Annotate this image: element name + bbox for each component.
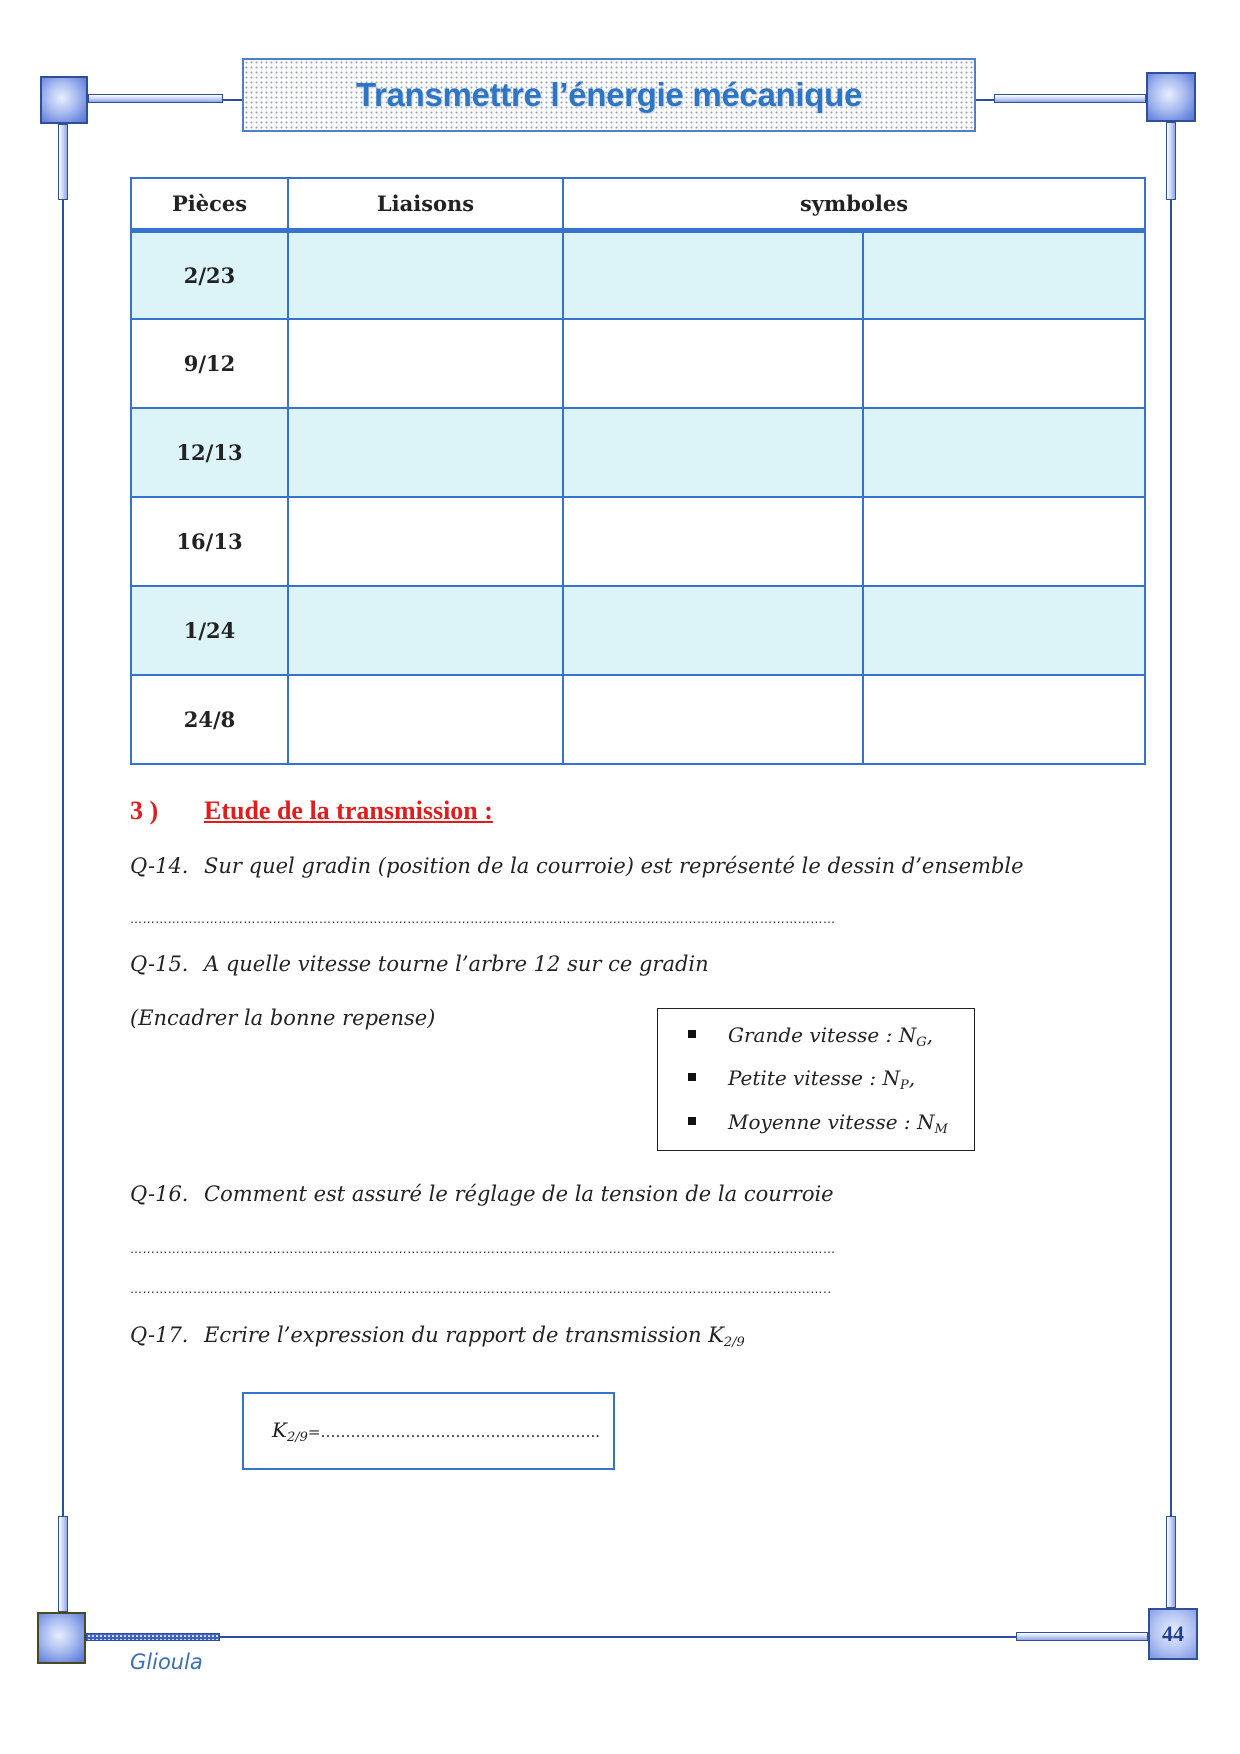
liaison-answer-cell[interactable] xyxy=(288,408,563,497)
symbol-answer-cell[interactable] xyxy=(863,497,1145,586)
symbol-answer-cell[interactable] xyxy=(863,675,1145,764)
piece-cell: 9/12 xyxy=(131,319,288,408)
question-number: Q-16. xyxy=(130,1182,189,1206)
question-15 xyxy=(130,952,709,976)
frame-bar-top-right xyxy=(994,94,1146,103)
liaison-answer-cell[interactable] xyxy=(288,230,563,319)
speed-choices-box xyxy=(657,1008,975,1151)
author-signature: Glioula xyxy=(130,1650,203,1674)
k-answer-blank[interactable]: =……………………………………………….. xyxy=(307,1423,600,1441)
question-text: Sur quel gradin (position de la courroie) est représenté le dessin d’ensemble xyxy=(204,854,1024,878)
answer-line-q16-1[interactable]: …………………………………………………………………………………………………………………………………………………… xyxy=(130,1242,836,1256)
header-symboles: symboles xyxy=(563,178,1145,230)
frame-bar-top-left xyxy=(88,94,223,103)
frame-bottom-line xyxy=(218,1636,1018,1638)
liaisons-table xyxy=(130,177,1146,765)
frame-bar-right-bottom xyxy=(1166,1516,1176,1608)
question-15-instruction: (Encadrer la bonne repense) xyxy=(130,1006,436,1030)
table-row xyxy=(131,319,1145,408)
section-heading xyxy=(130,796,493,826)
table-row xyxy=(131,497,1145,586)
answer-line-q14[interactable]: …………………………………………………………………………………………………………………………………………………… xyxy=(130,912,836,926)
symbol-answer-cell[interactable] xyxy=(563,319,863,408)
liaison-answer-cell[interactable] xyxy=(288,586,563,675)
corner-ornament-top-right xyxy=(1146,72,1196,122)
symbol-answer-cell[interactable] xyxy=(563,408,863,497)
question-number: Q-14. xyxy=(130,854,189,878)
liaison-answer-cell[interactable] xyxy=(288,675,563,764)
question-subscript: 2/9 xyxy=(723,1335,745,1350)
table-row xyxy=(131,408,1145,497)
square-bullet-icon xyxy=(688,1030,696,1038)
question-number: Q-15. xyxy=(130,952,189,976)
frame-bar-left-top xyxy=(58,124,68,200)
frame-bar-left-bottom xyxy=(58,1516,68,1612)
liaison-answer-cell[interactable] xyxy=(288,319,563,408)
symbol-answer-cell[interactable] xyxy=(563,497,863,586)
question-text: Comment est assuré le réglage de la tension de la courroie xyxy=(204,1182,834,1206)
choice-grande-vitesse[interactable]: Grande vitesse : $N_G$, xyxy=(688,1023,933,1050)
square-bullet-icon xyxy=(688,1073,696,1081)
corner-ornament-top-left xyxy=(40,76,88,124)
k-formula: $K_{2/9}=\dots\dots\dots\dots\dots\dots\dots\dots\dots\dots\dots\dots\dots\dots\dots\dots\dots\dots$.. xyxy=(272,1418,600,1445)
header-pieces: Pièces xyxy=(131,178,288,230)
title-banner xyxy=(242,58,976,132)
piece-cell: 2/23 xyxy=(131,230,288,319)
piece-cell: 1/24 xyxy=(131,586,288,675)
symbol-answer-cell[interactable] xyxy=(863,408,1145,497)
section-number: 3 ) xyxy=(130,796,159,825)
piece-cell: 16/13 xyxy=(131,497,288,586)
page-number: 44 xyxy=(1162,1621,1184,1646)
question-number: Q-17. xyxy=(130,1323,189,1347)
table-row xyxy=(131,586,1145,675)
square-bullet-icon xyxy=(688,1117,696,1125)
question-14 xyxy=(130,854,1024,878)
liaison-answer-cell[interactable] xyxy=(288,497,563,586)
choice-petite-vitesse[interactable]: Petite vitesse : $N_P$, xyxy=(688,1066,915,1093)
symbol-answer-cell[interactable] xyxy=(863,586,1145,675)
symbol-answer-cell[interactable] xyxy=(563,230,863,319)
table-header-row xyxy=(131,178,1145,230)
section-title: Etude de la transmission : xyxy=(204,796,493,825)
frame-bar-right-top xyxy=(1166,122,1176,200)
frame-right-line xyxy=(1170,198,1172,1518)
question-17 xyxy=(130,1323,745,1350)
corner-ornament-bottom-left xyxy=(37,1612,86,1664)
symbol-answer-cell[interactable] xyxy=(563,675,863,764)
question-16 xyxy=(130,1182,834,1206)
symbol-answer-cell[interactable] xyxy=(863,230,1145,319)
question-text: Ecrire l’expression du rapport de transmission K xyxy=(204,1323,724,1347)
piece-cell: 12/13 xyxy=(131,408,288,497)
table-row xyxy=(131,675,1145,764)
frame-left-line xyxy=(62,198,64,1518)
k-formula-box[interactable] xyxy=(242,1392,615,1470)
choice-moyenne-vitesse[interactable]: Moyenne vitesse : $N_M$ xyxy=(688,1110,948,1137)
page-number-box xyxy=(1148,1608,1198,1660)
piece-cell: 24/8 xyxy=(131,675,288,764)
answer-line-q16-2[interactable]: ………………………………………………………………………………………………………………………………………………….. xyxy=(130,1282,832,1296)
frame-bar-bottom-right xyxy=(1016,1632,1148,1641)
frame-bar-bottom-left xyxy=(86,1633,220,1641)
page-title: Transmettre l’énergie mécanique xyxy=(355,76,863,113)
header-liaisons: Liaisons xyxy=(288,178,563,230)
symbol-answer-cell[interactable] xyxy=(863,319,1145,408)
symbol-answer-cell[interactable] xyxy=(563,586,863,675)
table-row xyxy=(131,230,1145,319)
question-text: A quelle vitesse tourne l’arbre 12 sur ce gradin xyxy=(204,952,709,976)
